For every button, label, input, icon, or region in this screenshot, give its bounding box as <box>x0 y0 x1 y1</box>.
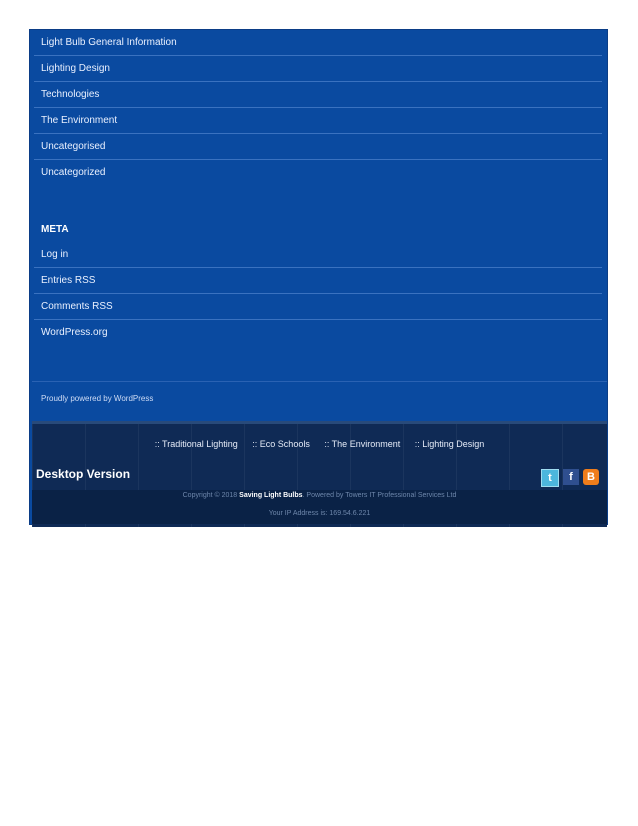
footer-link-the-environment[interactable]: :: The Environment <box>324 439 401 449</box>
meta-entries-rss-link[interactable]: Entries RSS <box>34 268 602 294</box>
category-item[interactable]: Uncategorised <box>34 134 602 160</box>
sidebar-panel <box>29 29 608 525</box>
footer-link-traditional-lighting[interactable]: :: Traditional Lighting <box>154 439 238 449</box>
site-footer <box>32 421 607 527</box>
footer-bottom-bar <box>32 490 607 524</box>
category-item[interactable]: Lighting Design <box>34 56 602 82</box>
meta-login-link[interactable]: Log in <box>34 242 602 268</box>
footer-link-eco-schools[interactable]: :: Eco Schools <box>252 439 310 449</box>
category-item[interactable]: Technologies <box>34 82 602 108</box>
powered-by-bar <box>32 381 607 418</box>
twitter-icon[interactable]: t <box>541 469 559 487</box>
social-icons <box>541 469 599 487</box>
category-item[interactable]: The Environment <box>34 108 602 134</box>
footer-link-lighting-design[interactable]: :: Lighting Design <box>414 439 485 449</box>
meta-heading: META <box>41 224 69 235</box>
footer-nav <box>32 439 607 449</box>
powered-by-text[interactable]: Proudly powered by WordPress <box>41 394 154 403</box>
meta-comments-rss-link[interactable]: Comments RSS <box>34 294 602 320</box>
meta-list <box>34 242 602 346</box>
site-name-link[interactable]: Saving Light Bulbs <box>239 492 303 499</box>
desktop-version-link[interactable]: Desktop Version <box>36 467 131 481</box>
ip-address-text: Your IP Address is: 169.54.6.221 <box>268 510 371 517</box>
categories-list <box>34 30 602 186</box>
blogger-icon[interactable]: B <box>583 469 599 485</box>
meta-wordpress-link[interactable]: WordPress.org <box>41 327 108 338</box>
category-item[interactable]: Uncategorized <box>41 167 106 178</box>
facebook-icon[interactable]: f <box>563 469 579 485</box>
category-item[interactable]: Light Bulb General Information <box>34 30 602 56</box>
copyright-text: Copyright © 2018 Saving Light Bulbs. Powered by Towers IT Professional Services Ltd <box>182 492 457 499</box>
